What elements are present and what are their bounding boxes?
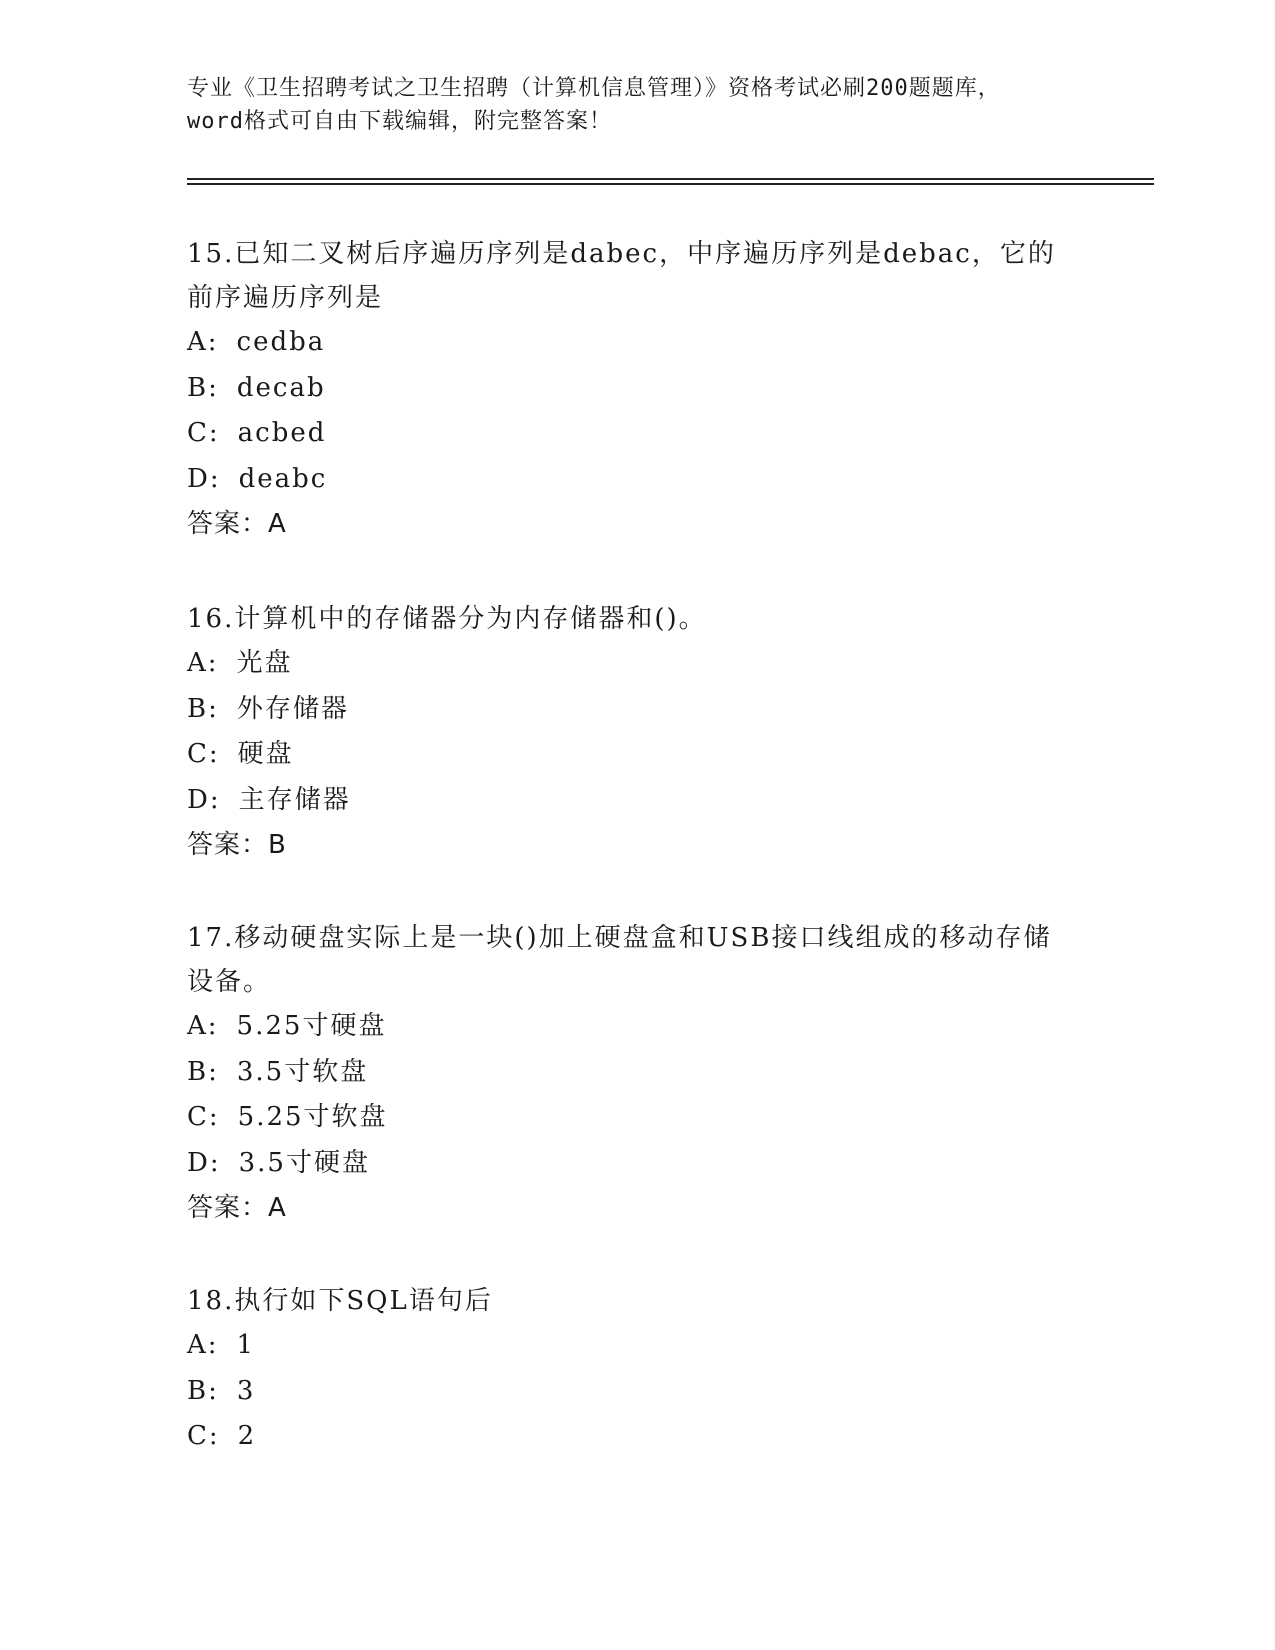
option-key: D: xyxy=(187,463,221,494)
option-key: C: xyxy=(187,1421,220,1451)
question-text: 16.计算机中的存储器分为内存储器和()。 xyxy=(187,604,707,634)
option-b xyxy=(187,1369,1067,1415)
question-text: 15.已知二叉树后序遍历序列是dabec，中序遍历序列是debac，它的前序遍历序列是 xyxy=(187,239,1056,313)
answer-line: 答案：A xyxy=(187,509,287,539)
option-a xyxy=(187,1004,1067,1050)
header-line-1: 专业《卫生招聘考试之卫生招聘（计算机信息管理）》资格考试必刷200题题库， xyxy=(187,76,1001,101)
option-text: 外存储器 xyxy=(236,693,349,724)
option-text: cedba xyxy=(236,327,326,357)
option-key: B: xyxy=(187,1375,219,1406)
option-text: acbed xyxy=(237,418,327,448)
option-text: 硬盘 xyxy=(237,739,294,769)
option-a xyxy=(187,320,1067,366)
option-d xyxy=(187,778,1067,824)
option-key: A: xyxy=(187,1011,219,1041)
option-b xyxy=(187,1050,1067,1096)
option-key: C: xyxy=(187,1102,220,1132)
option-text: 3.5寸硬盘 xyxy=(238,1147,370,1178)
question-15 xyxy=(187,232,1067,547)
option-d xyxy=(187,1141,1067,1187)
question-18 xyxy=(187,1279,1067,1460)
question-text: 17.移动硬盘实际上是一块()加上硬盘盒和USB接口线组成的移动存储设备。 xyxy=(187,923,1052,997)
question-16 xyxy=(187,597,1067,868)
option-key: A: xyxy=(187,648,219,678)
option-key: D: xyxy=(187,784,221,815)
option-key: A: xyxy=(187,327,219,357)
option-text: decab xyxy=(236,372,326,403)
header-divider-top xyxy=(187,178,1154,180)
option-text: 1 xyxy=(236,1330,256,1360)
option-text: 3.5寸软盘 xyxy=(236,1056,369,1087)
option-text: 主存储器 xyxy=(238,784,351,815)
question-text: 18.执行如下SQL语句后 xyxy=(187,1286,493,1316)
answer-line: 答案：B xyxy=(187,830,287,860)
option-c xyxy=(187,1414,1067,1460)
answer-line: 答案：A xyxy=(187,1193,287,1223)
option-key: C: xyxy=(187,739,220,769)
option-text: 2 xyxy=(237,1421,257,1451)
option-d xyxy=(187,457,1067,503)
question-17 xyxy=(187,916,1067,1231)
option-b xyxy=(187,366,1067,412)
option-text: 光盘 xyxy=(236,648,293,678)
option-a xyxy=(187,1323,1067,1369)
option-key: D: xyxy=(187,1147,221,1178)
header-divider-bottom xyxy=(187,183,1154,185)
option-key: B: xyxy=(187,693,219,724)
option-text: 5.25寸硬盘 xyxy=(236,1011,387,1041)
header-line-2: word格式可自由下载编辑，附完整答案！ xyxy=(187,109,612,134)
option-a xyxy=(187,641,1067,687)
option-c xyxy=(187,732,1067,778)
option-text: 5.25寸软盘 xyxy=(237,1102,388,1132)
option-text: 3 xyxy=(236,1375,256,1406)
option-c xyxy=(187,411,1067,457)
option-key: C: xyxy=(187,418,220,448)
option-key: A: xyxy=(187,1330,219,1360)
option-key: B: xyxy=(187,372,219,403)
option-key: B: xyxy=(187,1056,219,1087)
option-b xyxy=(187,687,1067,733)
document-header xyxy=(187,72,1087,138)
option-text: deabc xyxy=(238,463,328,494)
option-c xyxy=(187,1095,1067,1141)
